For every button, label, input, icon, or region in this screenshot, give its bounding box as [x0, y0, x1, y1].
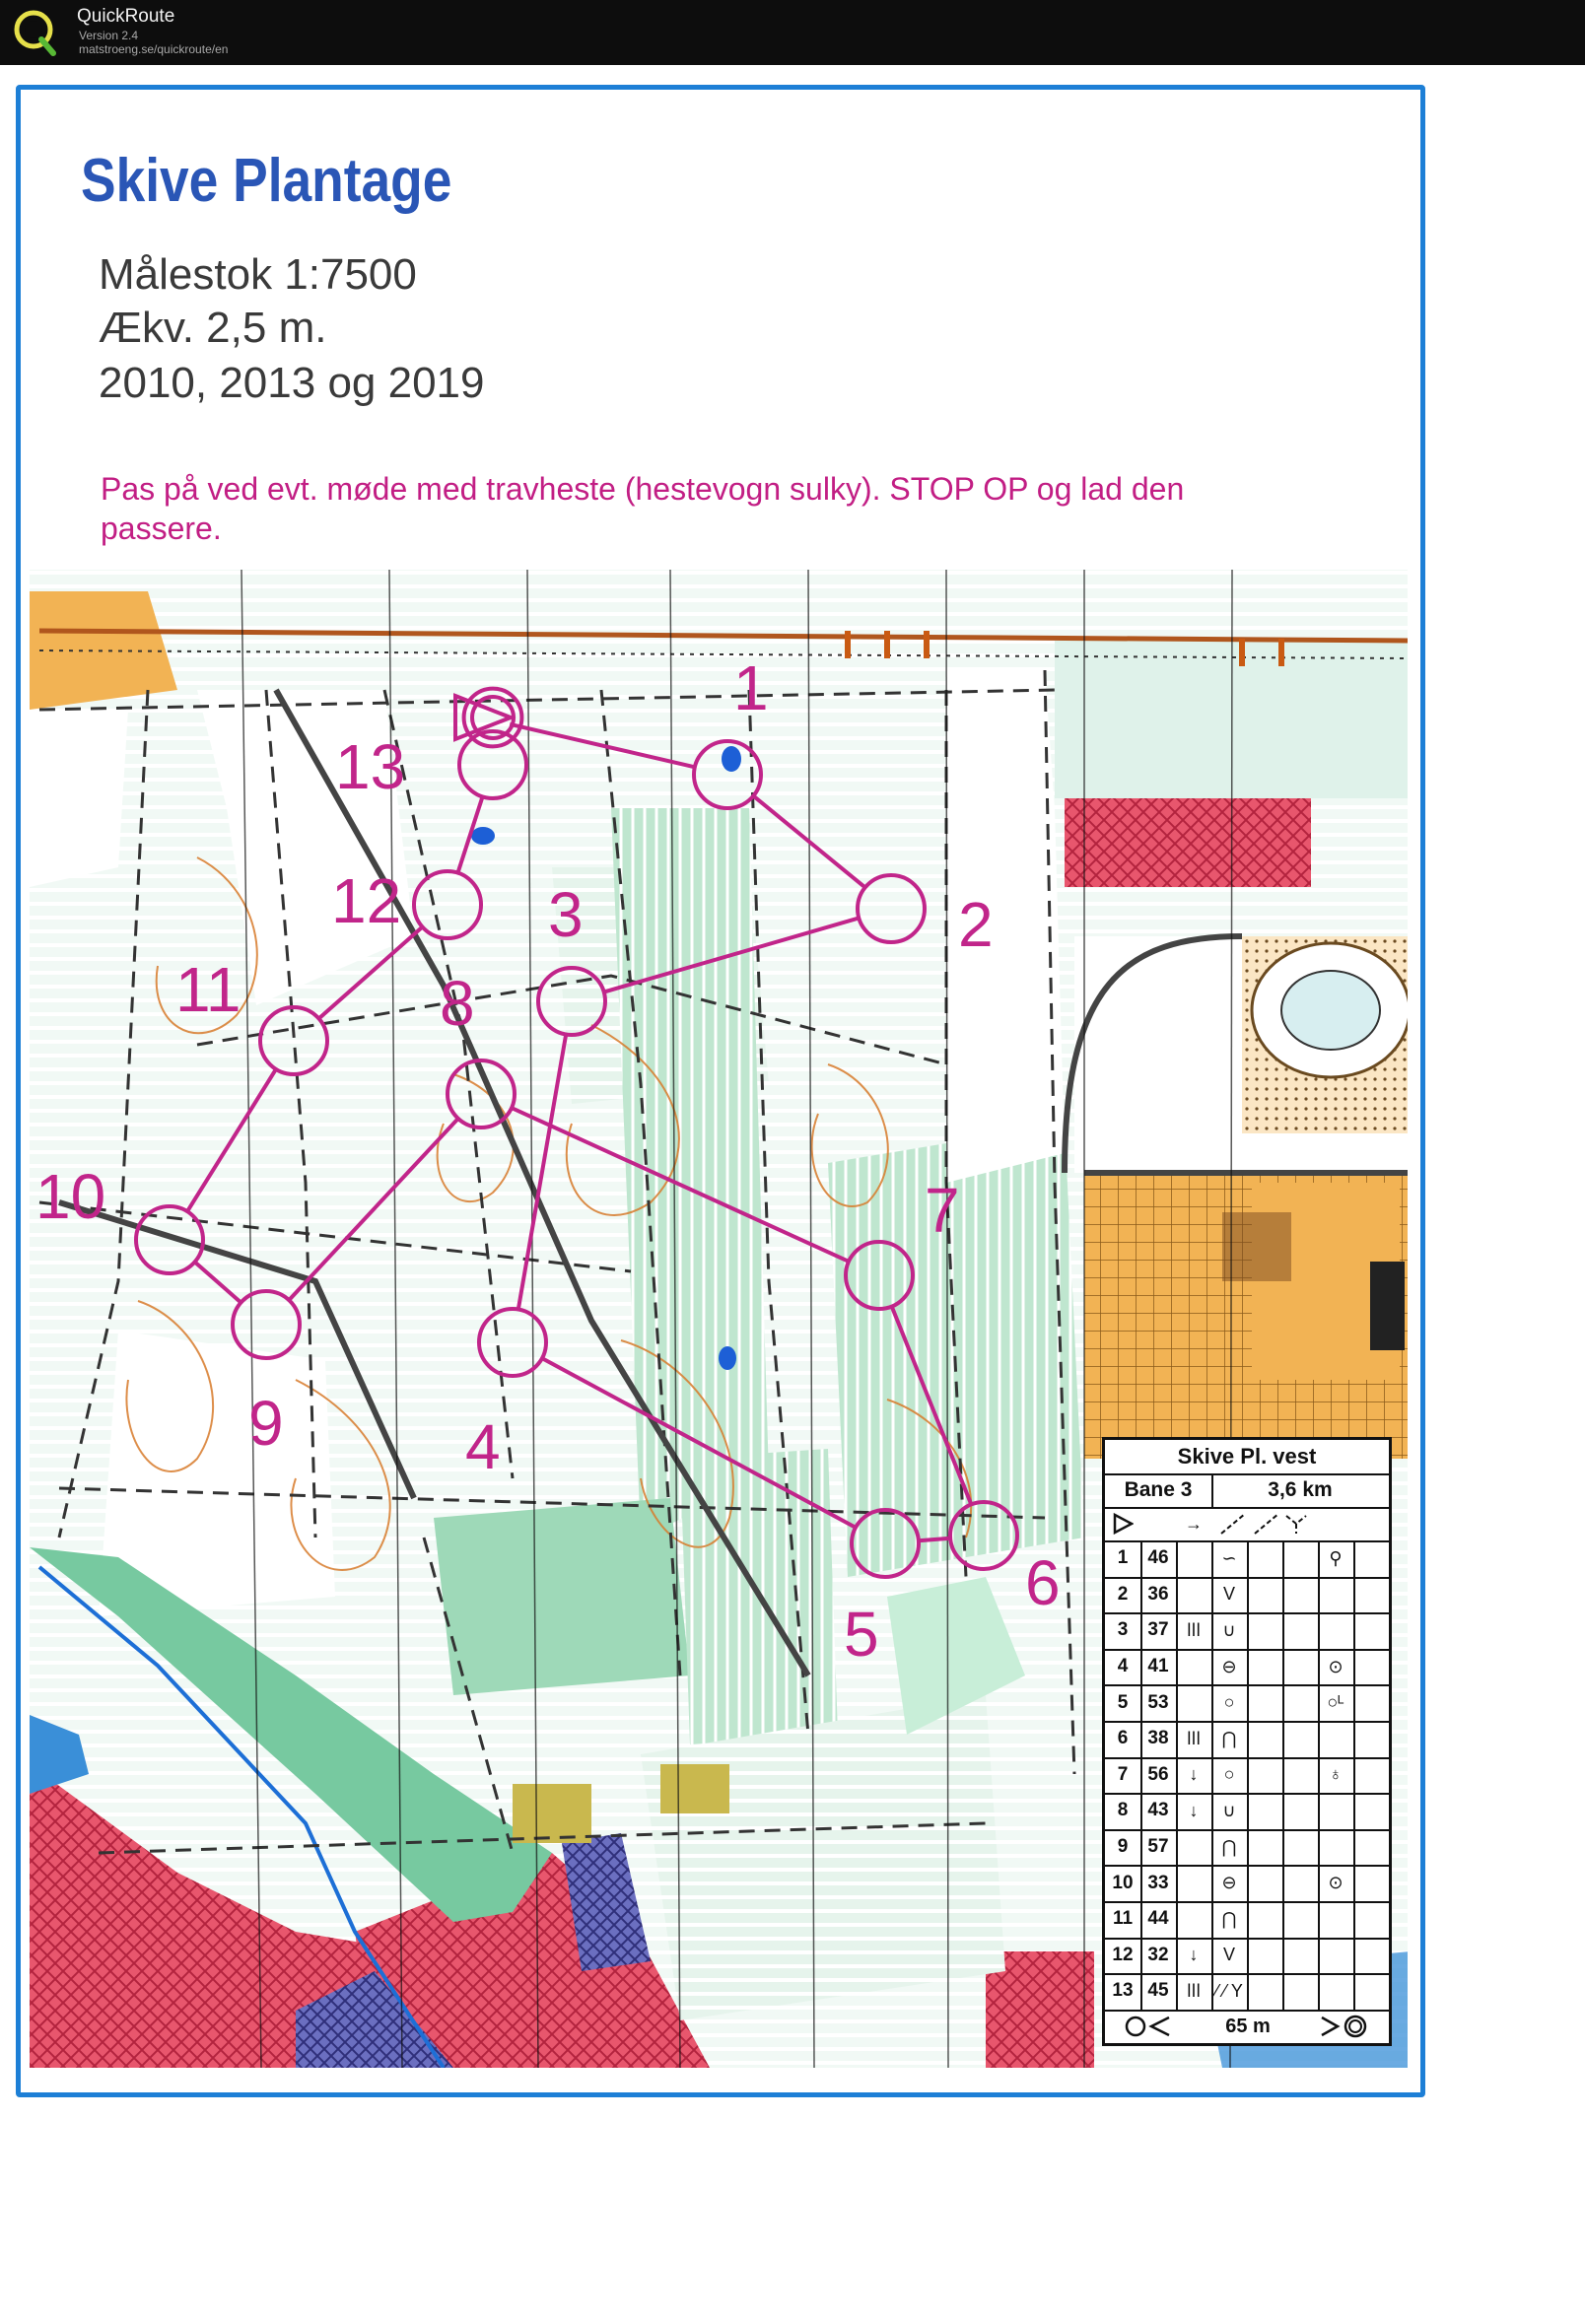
cd-control-number: 3	[1117, 1619, 1129, 1641]
cd-location-symbol	[1318, 1973, 1353, 2010]
cd-control-number: 8	[1117, 1800, 1129, 1821]
control-number-1: 1	[733, 652, 769, 723]
cd-feature-modifier	[1176, 1577, 1211, 1613]
cd-feature-modifier: ↓	[1189, 1800, 1199, 1820]
cd-control-code: 44	[1147, 1908, 1169, 1930]
cd-row-9	[1105, 1829, 1389, 1868]
cd-row-6	[1105, 1721, 1389, 1759]
cd-control-code: 45	[1147, 1980, 1169, 2002]
control-number-13: 13	[335, 731, 406, 802]
cd-other	[1353, 1612, 1389, 1649]
app-name: QuickRoute	[77, 6, 175, 27]
cd-feature-symbol: ⁄ ⁄ Y	[1215, 1980, 1243, 2001]
cd-appearance	[1247, 1793, 1282, 1829]
cd-detail	[1282, 1865, 1318, 1901]
cd-control-number: 10	[1112, 1872, 1134, 1893]
cd-row-10	[1105, 1865, 1389, 1903]
cd-feature-modifier: ↓	[1189, 1945, 1199, 1965]
cd-control-code: 46	[1147, 1547, 1169, 1569]
cd-location-symbol: ⊙	[1328, 1656, 1344, 1676]
cd-finish-distance: 65 m	[1225, 2015, 1271, 2037]
cd-control-code: 41	[1147, 1656, 1169, 1677]
app-version: Version 2.4	[79, 29, 139, 42]
cd-control-code: 37	[1147, 1619, 1169, 1641]
cd-event-name: Skive Pl. vest	[1177, 1444, 1317, 1469]
control-number-10: 10	[35, 1161, 106, 1232]
map-title: Skive Plantage	[81, 147, 452, 215]
cd-feature-symbol: ⊖	[1221, 1656, 1237, 1676]
cd-row-3	[1105, 1612, 1389, 1651]
cd-appearance	[1247, 1649, 1282, 1685]
control-number-5: 5	[844, 1599, 879, 1670]
arrow-right-icon: →	[1185, 1513, 1203, 1534]
cd-location-symbol	[1318, 1793, 1353, 1829]
cd-row-11	[1105, 1901, 1389, 1940]
warning-text-line1: Pas på ved evt. møde med travheste (hestevogn sulky). STOP OP og lad den	[101, 471, 1185, 507]
cd-location-symbol	[1318, 1612, 1353, 1649]
cd-row-8	[1105, 1793, 1389, 1831]
cd-row-12	[1105, 1938, 1389, 1976]
cd-detail	[1282, 1721, 1318, 1757]
cd-appearance	[1247, 1721, 1282, 1757]
cd-detail	[1282, 1973, 1318, 2010]
start-triangle-icon	[1105, 1507, 1140, 1540]
cd-control-number: 7	[1117, 1763, 1129, 1785]
path-crossing-icon	[1211, 1507, 1318, 1540]
cd-control-number: 12	[1112, 1944, 1134, 1965]
cd-feature-symbol: ∽	[1221, 1547, 1237, 1568]
cd-appearance	[1247, 1612, 1282, 1649]
cd-other	[1353, 1973, 1389, 2010]
cd-feature-symbol: ⋂	[1221, 1836, 1237, 1857]
cd-feature-modifier	[1176, 1865, 1211, 1901]
cd-feature-symbol: ○	[1223, 1692, 1235, 1713]
cd-other	[1353, 1649, 1389, 1685]
cd-detail	[1282, 1901, 1318, 1938]
cd-appearance	[1247, 1684, 1282, 1721]
cd-location-symbol: ○ᴸ	[1327, 1692, 1344, 1713]
control-number-9: 9	[248, 1388, 284, 1459]
cd-other	[1353, 1721, 1389, 1757]
cd-other	[1353, 1757, 1389, 1794]
control-number-3: 3	[548, 879, 584, 950]
cd-control-number: 11	[1112, 1908, 1134, 1930]
control-number-4: 4	[465, 1411, 501, 1482]
cd-detail	[1282, 1649, 1318, 1685]
map-years: 2010, 2013 og 2019	[99, 359, 485, 407]
cd-other	[1353, 1684, 1389, 1721]
cd-feature-modifier	[1176, 1829, 1211, 1866]
map-scale: Målestok 1:7500	[99, 250, 417, 299]
map-contour-interval: Ækv. 2,5 m.	[99, 304, 327, 352]
cd-location-symbol: ⊙	[1328, 1873, 1344, 1893]
cd-control-number: 2	[1117, 1583, 1129, 1605]
cd-course-row	[1105, 1473, 1389, 1509]
cd-control-code: 56	[1147, 1763, 1169, 1785]
cd-other	[1353, 1938, 1389, 1974]
control-number-6: 6	[1025, 1547, 1061, 1618]
control-number-8: 8	[440, 968, 475, 1039]
cd-feature-modifier	[1176, 1901, 1211, 1938]
cd-control-code: 36	[1147, 1583, 1169, 1605]
cd-control-number: 9	[1117, 1836, 1129, 1858]
cd-control-code: 38	[1147, 1728, 1169, 1749]
cd-feature-symbol: ○	[1223, 1764, 1235, 1785]
cd-location-symbol	[1318, 1577, 1353, 1613]
cd-feature-symbol: V	[1222, 1584, 1235, 1605]
cd-control-number: 5	[1117, 1691, 1129, 1713]
cd-control-code: 53	[1147, 1691, 1169, 1713]
cd-location-symbol	[1318, 1938, 1353, 1974]
cd-control-code: 33	[1147, 1872, 1169, 1893]
cd-feature-symbol: ∪	[1222, 1619, 1236, 1640]
app-url[interactable]: matstroeng.se/quickroute/en	[79, 42, 229, 56]
course-leg	[919, 1538, 950, 1541]
cd-feature-modifier: ǀǀǀ	[1186, 1980, 1202, 2001]
cd-other	[1353, 1829, 1389, 1866]
cd-location-symbol	[1318, 1829, 1353, 1866]
cd-control-number: 1	[1117, 1547, 1129, 1569]
cd-feature-modifier: ǀǀǀ	[1186, 1728, 1202, 1748]
cd-location-symbol: ⚲	[1329, 1547, 1343, 1568]
cd-feature-symbol: ⋂	[1221, 1728, 1237, 1748]
cd-feature-symbol: ⊖	[1221, 1873, 1237, 1893]
cd-control-code: 43	[1147, 1800, 1169, 1821]
cd-other	[1353, 1793, 1389, 1829]
cd-row-4	[1105, 1649, 1389, 1687]
control-description-sheet	[1102, 1437, 1392, 2046]
cd-location-symbol: ♁	[1329, 1764, 1343, 1785]
cd-feature-symbol: ∪	[1222, 1800, 1236, 1820]
cd-appearance	[1247, 1938, 1282, 1974]
cd-detail	[1282, 1757, 1318, 1794]
cd-other	[1353, 1577, 1389, 1613]
cd-control-number: 4	[1117, 1656, 1129, 1677]
cd-appearance	[1247, 1757, 1282, 1794]
finish-funnel-icon	[1105, 2010, 1194, 2043]
cd-control-code: 32	[1147, 1944, 1169, 1965]
cd-row-5	[1105, 1684, 1389, 1723]
cd-course-name: Bane 3	[1124, 1478, 1193, 1501]
cd-feature-modifier: ǀǀǀ	[1186, 1619, 1202, 1640]
cd-detail	[1282, 1938, 1318, 1974]
cd-feature-modifier	[1176, 1540, 1211, 1577]
cd-appearance	[1247, 1577, 1282, 1613]
cd-row-1	[1105, 1540, 1389, 1579]
cd-detail	[1282, 1793, 1318, 1829]
cd-appearance	[1247, 1829, 1282, 1866]
cd-row-13	[1105, 1973, 1389, 2012]
cd-feature-modifier: ↓	[1189, 1764, 1199, 1785]
cd-control-code: 57	[1147, 1836, 1169, 1858]
finish-circle-icon	[1302, 2010, 1389, 2043]
control-number-12: 12	[331, 865, 402, 936]
cd-finish-row	[1105, 2010, 1389, 2043]
cd-appearance	[1247, 1540, 1282, 1577]
cd-control-number: 13	[1112, 1980, 1134, 2002]
cd-other	[1353, 1865, 1389, 1901]
cd-other	[1353, 1901, 1389, 1938]
cd-control-number: 6	[1117, 1728, 1129, 1749]
control-number-11: 11	[175, 954, 241, 1025]
control-number-2: 2	[958, 889, 994, 960]
cd-start-row	[1105, 1507, 1389, 1542]
cd-detail	[1282, 1540, 1318, 1577]
control-number-7: 7	[925, 1175, 960, 1246]
cd-row-7	[1105, 1757, 1389, 1796]
cd-appearance	[1247, 1901, 1282, 1938]
cd-appearance	[1247, 1973, 1282, 2010]
cd-detail	[1282, 1829, 1318, 1866]
cd-appearance	[1247, 1865, 1282, 1901]
cd-course-length: 3,6 km	[1268, 1478, 1333, 1501]
cd-location-symbol	[1318, 1721, 1353, 1757]
cd-detail	[1282, 1684, 1318, 1721]
cd-location-symbol	[1318, 1901, 1353, 1938]
cd-feature-symbol: V	[1222, 1945, 1235, 1965]
cd-event-row	[1105, 1440, 1389, 1475]
cd-detail	[1282, 1577, 1318, 1613]
cd-detail	[1282, 1612, 1318, 1649]
cd-other	[1353, 1540, 1389, 1577]
cd-feature-symbol: ⋂	[1221, 1908, 1237, 1929]
warning-text-line2: passere.	[101, 511, 222, 546]
cd-feature-modifier	[1176, 1684, 1211, 1721]
cd-feature-modifier	[1176, 1649, 1211, 1685]
cd-row-2	[1105, 1577, 1389, 1615]
